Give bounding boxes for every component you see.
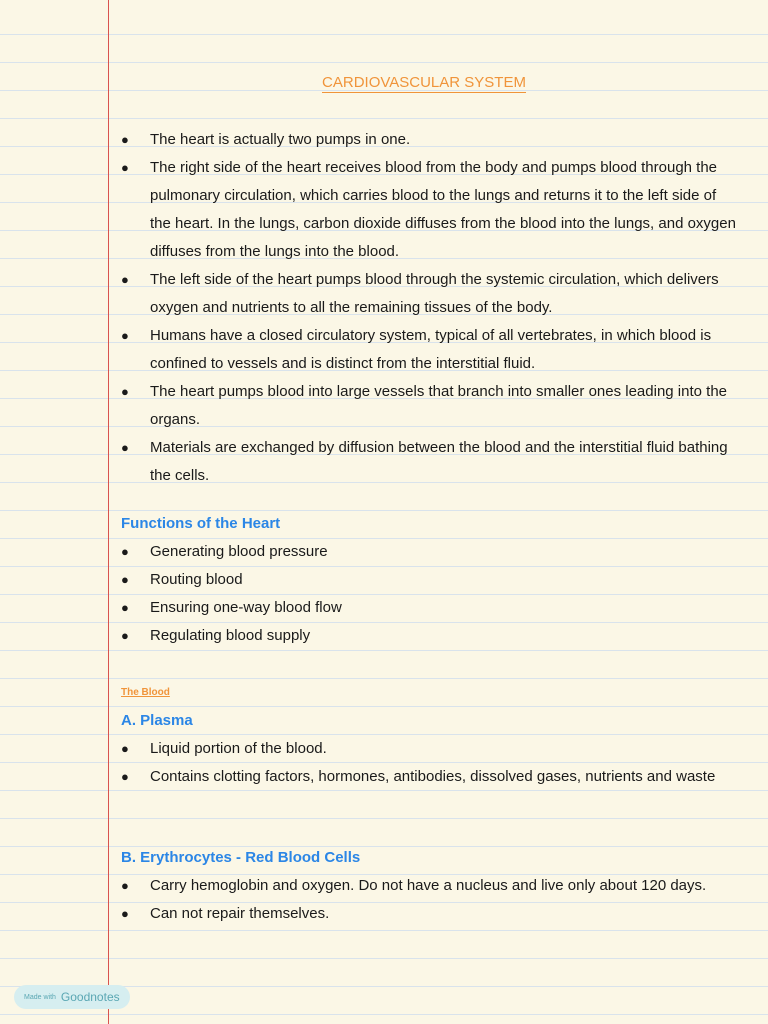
intro-section — [121, 126, 741, 490]
bullet-icon: ● — [121, 160, 129, 175]
plasma-bullet-list — [121, 735, 741, 791]
list-item: ● Routing blood — [121, 566, 741, 594]
list-item: ● The heart pumps blood into large vessels that branch into smaller ones leading into the organs. — [121, 378, 741, 434]
erythrocytes-section — [121, 844, 741, 928]
bullet-icon: ● — [121, 384, 129, 399]
bullet-icon: ● — [121, 628, 129, 643]
subheading-plasma: A. Plasma — [121, 712, 193, 729]
bullet-icon: ● — [121, 906, 129, 921]
margin-line — [108, 0, 109, 1024]
blood-section — [121, 679, 741, 791]
bullet-icon: ● — [121, 572, 129, 587]
list-item: ● Humans have a closed circulatory system, typical of all vertebrates, in which blood is confined to vessels and is distinct from the interstitial fluid. — [121, 322, 741, 378]
list-item: ● The left side of the heart pumps blood through the systemic circulation, which delivers oxygen and nutrients to all the remaining tissues of the body. — [121, 266, 741, 322]
list-item: ● Materials are exchanged by diffusion between the blood and the interstitial fluid bathing the cells. — [121, 434, 741, 490]
list-item: ● Liquid portion of the blood. — [121, 735, 741, 763]
bullet-icon: ● — [121, 878, 129, 893]
erythrocytes-bullet-list — [121, 872, 741, 928]
list-item: ● Can not repair themselves. — [121, 900, 741, 928]
bullet-icon: ● — [121, 769, 129, 784]
subheading-erythrocytes: B. Erythrocytes - Red Blood Cells — [121, 849, 361, 866]
bullet-icon: ● — [121, 600, 129, 615]
list-item: ● Generating blood pressure — [121, 538, 741, 566]
list-item: ● Contains clotting factors, hormones, antibodies, dissolved gases, nutrients and waste — [121, 763, 741, 791]
section-heading-functions: Functions of the Heart — [121, 515, 281, 532]
section-heading-blood: The Blood — [121, 687, 170, 698]
goodnotes-badge[interactable] — [14, 985, 130, 1009]
list-item: ● The right side of the heart receives blood from the body and pumps blood through the pulmonary circulation, which carries blood to the lungs and returns it to the left side of the heart. In the lungs, carbon dioxide diffuses from the blood into the lungs, and oxygen diffuses from the lungs into the blood. — [121, 154, 741, 266]
bullet-icon: ● — [121, 544, 129, 559]
page-title: CARDIOVASCULAR SYSTEM — [322, 74, 526, 91]
bullet-icon: ● — [121, 440, 129, 455]
bullet-icon: ● — [121, 272, 129, 287]
list-item: ● Regulating blood supply — [121, 622, 741, 650]
list-item: ● Carry hemoglobin and oxygen. Do not have a nucleus and live only about 120 days. — [121, 872, 741, 900]
badge-made-with: Made with — [24, 993, 56, 1001]
functions-bullet-list — [121, 538, 741, 650]
functions-section — [121, 510, 741, 650]
list-item: ● The heart is actually two pumps in one. — [121, 126, 741, 154]
list-item: ● Ensuring one-way blood flow — [121, 594, 741, 622]
bullet-icon: ● — [121, 132, 129, 147]
intro-bullet-list — [121, 126, 741, 490]
badge-brand-logo: Goodnotes — [60, 990, 120, 1004]
bullet-icon: ● — [121, 328, 129, 343]
bullet-icon: ● — [121, 741, 129, 756]
